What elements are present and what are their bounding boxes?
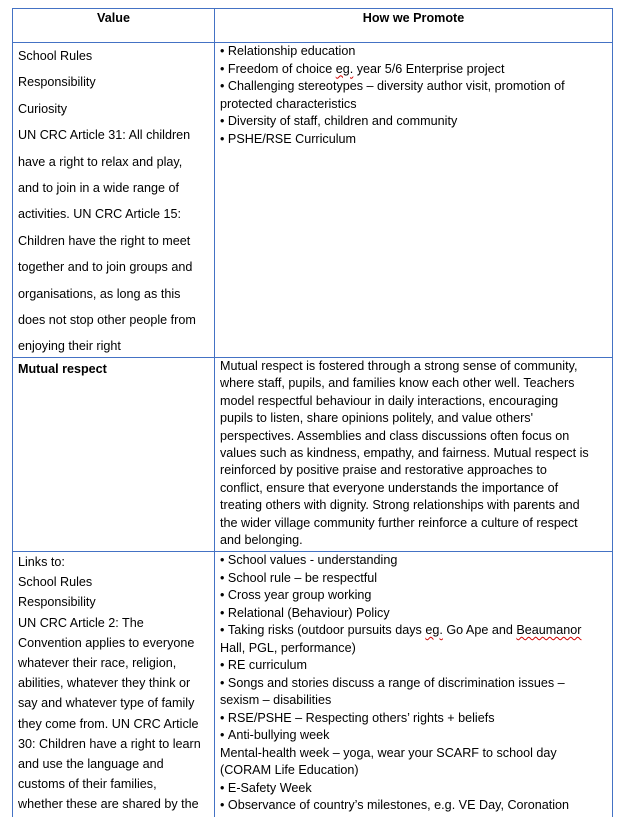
- row3-bullet: • E-Safety Week: [220, 780, 612, 798]
- row2-paragraph-line: reinforced by positive praise and restorative approaches to: [220, 463, 547, 478]
- values-table: [12, 8, 613, 835]
- row1-value-line: does not stop other people from: [18, 313, 196, 328]
- row1-bullet-continuation: protected characteristics: [220, 96, 357, 111]
- table-border-left: [12, 8, 13, 817]
- row3-value-line: Responsibility: [18, 595, 96, 610]
- row3-value-line: they come from. UN CRC Article: [18, 716, 199, 731]
- row3-value-line: abilities, whatever they think or: [18, 676, 191, 691]
- row1-value-line: have a right to relax and play,: [18, 154, 183, 169]
- row3-value-line: School Rules: [18, 575, 93, 590]
- row1-bullet: [220, 61, 612, 79]
- row1-promote-cell: [220, 43, 612, 148]
- header-value: Value: [97, 11, 130, 25]
- row2-paragraph-line: values such as kindness, empathy, and fairness. Mutual respect is: [220, 446, 589, 461]
- row3-value-line: Links to:: [18, 555, 65, 569]
- row2-promote-cell: [220, 358, 612, 549]
- row1-value-line: Curiosity: [18, 101, 67, 116]
- row3-bullet-continuation: Hall, PGL, performance): [220, 640, 356, 655]
- row1-value-line: UN CRC Article 31: All children: [18, 128, 191, 143]
- row2-paragraph-line: conflict, ensure that everyone understands the importance of: [220, 480, 559, 495]
- row1-value-line: together and to join groups and: [18, 260, 193, 275]
- row3-plain-line: (CORAM Life Education): [220, 763, 359, 777]
- row3-bullet: • Anti-bullying week: [220, 727, 612, 745]
- row3-bullet: • RE curriculum: [220, 657, 612, 675]
- row3-bullet: [220, 622, 612, 640]
- row3-value-line: customs of their families,: [18, 777, 157, 792]
- row1-value-line: Responsibility: [18, 75, 96, 90]
- row1-bullet-text: year 5/6 Enterprise project: [353, 61, 505, 76]
- row2-paragraph-line: perspectives. Assemblies and class discussions often focus on: [220, 428, 570, 443]
- row2-paragraph-line: where staff, pupils, and families know each other well. Teachers: [220, 376, 575, 391]
- row3-bullet: • RSE/PSHE – Respecting others’ rights + beliefs: [220, 710, 612, 728]
- row3-value-cell: [18, 552, 214, 815]
- row2-paragraph-line: Mutual respect is fostered through a strong sense of community,: [220, 359, 578, 373]
- row1-value-line: Children have the right to meet: [18, 233, 191, 248]
- row3-bullet: • School values - understanding: [220, 552, 612, 570]
- table-border-middle: [214, 8, 215, 817]
- row1-bullet-text: Freedom of choice: [227, 61, 336, 76]
- row2-paragraph-line: the wider village community further reinforce a culture of respect: [220, 515, 578, 530]
- row1-bullet: • Challenging stereotypes – diversity author visit, promotion of: [220, 78, 612, 96]
- row1-value-line: enjoying their right: [18, 339, 121, 354]
- row3-bullet: • Cross year group working: [220, 587, 612, 605]
- spelling-flag: eg.: [335, 61, 354, 76]
- row3-value-line: 30: Children have a right to learn: [18, 736, 201, 751]
- row1-bullet: • Diversity of staff, children and community: [220, 113, 612, 131]
- row3-promote-cell: [220, 552, 612, 815]
- row2-paragraph-line: model respectful behaviour in daily interactions, encouraging: [220, 393, 559, 408]
- row1-value-line: School Rules: [18, 49, 93, 63]
- header-how-we-promote: How we Promote: [362, 11, 465, 25]
- row1-bullet: • Relationship education: [220, 43, 612, 61]
- row3-value-line: Convention applies to everyone: [18, 635, 195, 650]
- row1-value-line: activities. UN CRC Article 15:: [18, 207, 182, 222]
- row3-bullet: • Relational (Behaviour) Policy: [220, 605, 612, 623]
- row3-bullet: • Songs and stories discuss a range of discrimination issues –: [220, 675, 612, 693]
- row3-bullet-continuation: sexism – disabilities: [220, 693, 332, 707]
- row3-bullet: • Observance of country’s milestones, e.g. VE Day, Coronation: [220, 797, 612, 815]
- row2-paragraph-line: and belonging.: [220, 533, 303, 548]
- row2-value-cell: Mutual respect: [18, 362, 107, 376]
- spelling-flag: Beaumanor: [516, 623, 582, 637]
- row3-value-line: whatever their race, religion,: [18, 656, 177, 671]
- row1-value-line: organisations, as long as this: [18, 286, 181, 301]
- row3-bullet: • School rule – be respectful: [220, 570, 612, 588]
- row1-value-line: and to join in a wide range of: [18, 181, 180, 196]
- row2-paragraph-line: treating others with dignity. Strong relationships with parents and: [220, 498, 580, 513]
- row2-paragraph-line: pupils to listen, share opinions politely, and value others': [220, 411, 534, 426]
- spelling-flag: eg.: [425, 623, 443, 637]
- row3-value-line: say and whatever type of family: [18, 696, 195, 711]
- row1-bullet: • PSHE/RSE Curriculum: [220, 131, 612, 149]
- table-border-right: [612, 8, 613, 817]
- row3-bullet-text: Go Ape and: [442, 623, 517, 637]
- row3-bullet-text: Taking risks (outdoor pursuits days: [227, 623, 426, 637]
- row1-value-cell: [18, 43, 214, 360]
- row3-value-line: UN CRC Article 2: The: [18, 615, 144, 630]
- row3-value-line: whether these are shared by the: [18, 797, 199, 812]
- row3-plain-line: Mental-health week – yoga, wear your SCARF to school day: [220, 745, 557, 760]
- row3-value-line: and use the language and: [18, 757, 164, 772]
